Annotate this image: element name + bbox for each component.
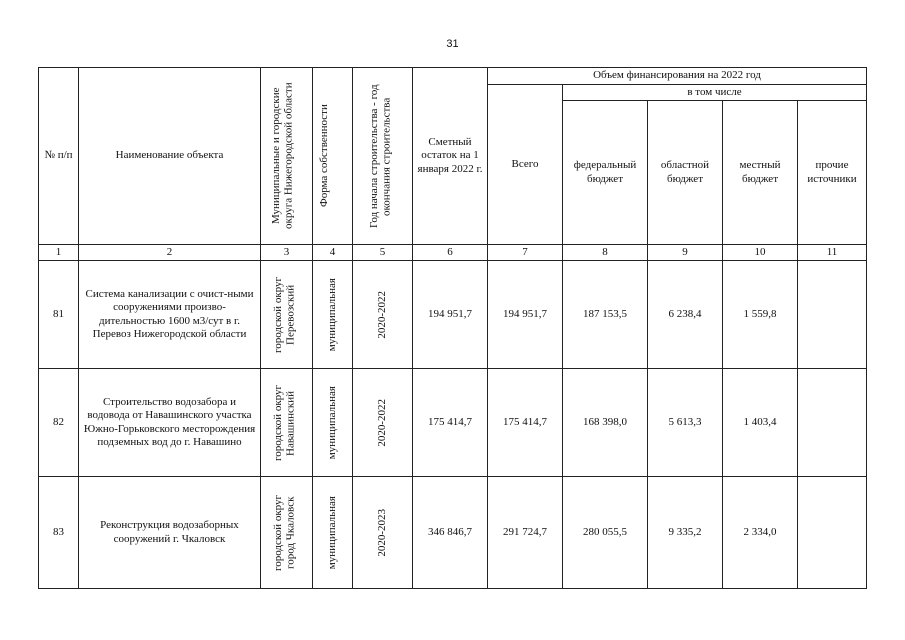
- row-other: [798, 477, 867, 589]
- row-local: 2 334,0: [723, 477, 798, 589]
- row-municipality: [261, 261, 313, 369]
- header-regional: областной бюджет: [648, 101, 723, 245]
- row-ownership: [313, 477, 353, 589]
- row-regional: 9 335,2: [648, 477, 723, 589]
- header-municipality: [261, 68, 313, 245]
- row-estimate: 346 846,7: [413, 477, 488, 589]
- column-number: 5: [353, 245, 413, 261]
- row-ownership-text: муниципальная: [325, 495, 338, 570]
- header-total: Всего: [488, 85, 563, 245]
- row-name: [79, 261, 261, 369]
- row-ownership: [313, 369, 353, 477]
- header-num: № п/п: [39, 68, 79, 245]
- header-ownership: [313, 68, 353, 245]
- financing-table: [38, 67, 867, 589]
- row-years: [353, 261, 413, 369]
- row-num: 81: [39, 261, 79, 369]
- row-name: [79, 477, 261, 589]
- column-number: 9: [648, 245, 723, 261]
- row-num: 83: [39, 477, 79, 589]
- row-estimate: 175 414,7: [413, 369, 488, 477]
- row-total: 175 414,7: [488, 369, 563, 477]
- column-number-row: [39, 245, 867, 261]
- header-years-text: Год начала строительства - год окончания строительства: [367, 84, 393, 228]
- row-other: [798, 261, 867, 369]
- row-municipality-text: городской округ Навашинский: [271, 384, 297, 461]
- row-regional: 6 238,4: [648, 261, 723, 369]
- header-local: местный бюджет: [723, 101, 798, 245]
- column-number: 11: [798, 245, 867, 261]
- table-row: [39, 369, 867, 477]
- column-number: 1: [39, 245, 79, 261]
- row-total: 194 951,7: [488, 261, 563, 369]
- column-number: 4: [313, 245, 353, 261]
- row-years-text: 2020-2022: [375, 290, 388, 339]
- row-federal: 187 153,5: [563, 261, 648, 369]
- row-ownership-text: муниципальная: [325, 277, 338, 352]
- row-name-text: Строительство водозабора и водовода от Навашинского участка Южно-Горьковского месторождения подземных вод до г. Навашино: [83, 395, 256, 448]
- row-municipality: [261, 369, 313, 477]
- column-number: 8: [563, 245, 648, 261]
- row-estimate: 194 951,7: [413, 261, 488, 369]
- column-number: 7: [488, 245, 563, 261]
- column-number: 2: [79, 245, 261, 261]
- row-municipality: [261, 477, 313, 589]
- header-name: Наименование объекта: [79, 68, 261, 245]
- row-years-text: 2020-2022: [375, 398, 388, 447]
- row-regional: 5 613,3: [648, 369, 723, 477]
- row-name-text: Система канализации с очист-ными сооружениями произво-дительностью 1600 м3/сут в г. Перевоз Нижегородской области: [85, 287, 254, 340]
- header-years: [353, 68, 413, 245]
- row-total: 291 724,7: [488, 477, 563, 589]
- row-years: [353, 477, 413, 589]
- row-ownership: [313, 261, 353, 369]
- header-other: прочие источники: [798, 101, 867, 245]
- row-municipality-text: городской округ Перевозский: [271, 276, 297, 353]
- row-other: [798, 369, 867, 477]
- row-federal: 280 055,5: [563, 477, 648, 589]
- header-municipality-text: Муниципальные и городские округа Нижегородской области: [269, 82, 295, 230]
- row-name: [79, 369, 261, 477]
- header-including: в том числе: [563, 85, 867, 101]
- column-number: 6: [413, 245, 488, 261]
- row-num: 82: [39, 369, 79, 477]
- row-name-text: Реконструкция водозаборных сооружений г. Чкаловск: [100, 519, 239, 545]
- row-ownership-text: муниципальная: [325, 385, 338, 460]
- row-municipality-text: городской округ город Чкаловск: [271, 494, 297, 571]
- row-local: 1 403,4: [723, 369, 798, 477]
- table-row: [39, 477, 867, 589]
- row-federal: 168 398,0: [563, 369, 648, 477]
- column-number: 3: [261, 245, 313, 261]
- header-ownership-text: Форма собственности: [317, 104, 330, 208]
- row-local: 1 559,8: [723, 261, 798, 369]
- header-estimate: Сметный остаток на 1 января 2022 г.: [413, 68, 488, 245]
- row-years-text: 2020-2023: [375, 508, 388, 557]
- page-number: 31: [446, 38, 459, 50]
- column-number: 10: [723, 245, 798, 261]
- row-years: [353, 369, 413, 477]
- header-federal: федеральный бюджет: [563, 101, 648, 245]
- header-financing: Объем финансирования на 2022 год: [488, 68, 867, 85]
- table-row: [39, 261, 867, 369]
